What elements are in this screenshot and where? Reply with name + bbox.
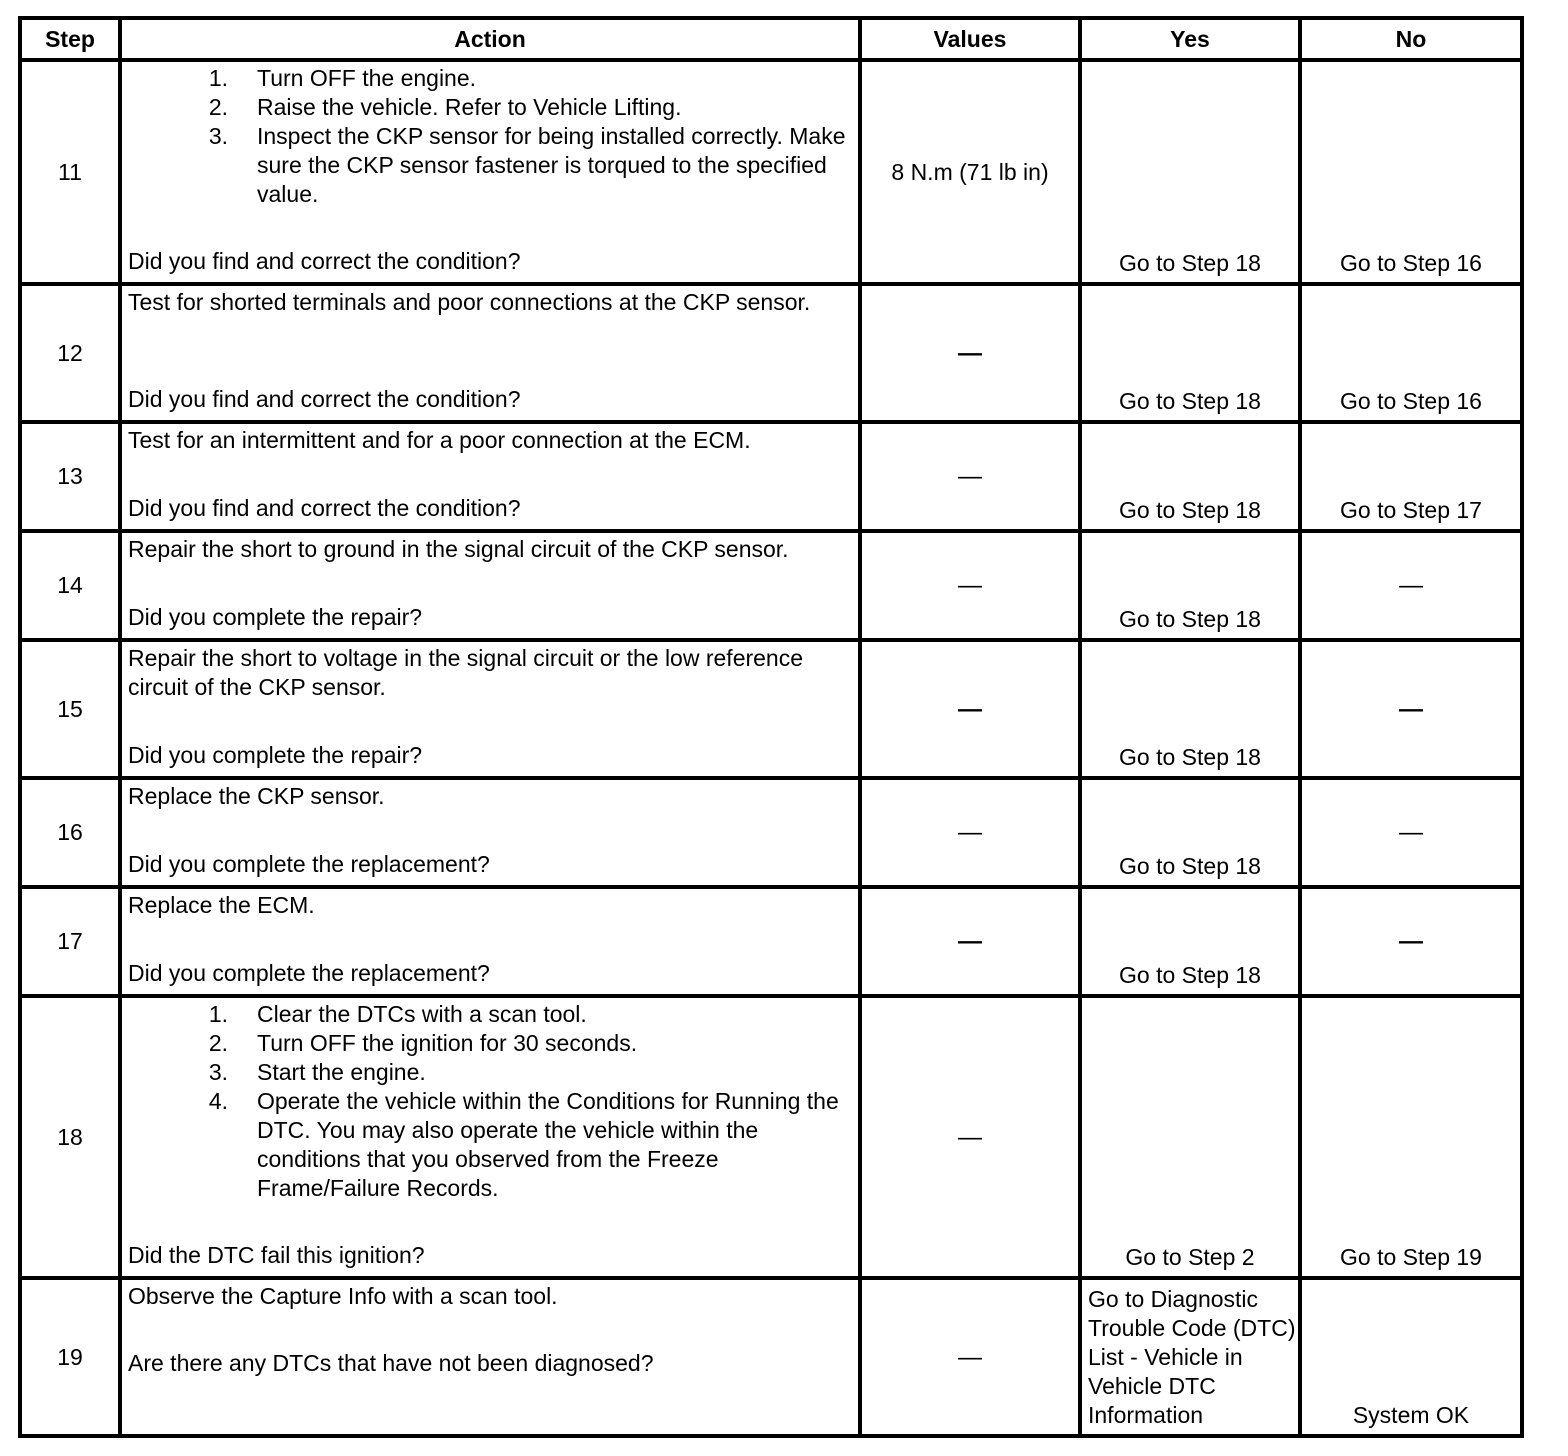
action-steps <box>128 1000 850 1203</box>
table-row <box>20 778 1522 887</box>
value-cell: — <box>860 284 1080 422</box>
value-cell: — <box>860 531 1080 640</box>
step-number: 18 <box>20 996 120 1278</box>
no-cell: Go to Step 16 <box>1300 60 1522 284</box>
table-row <box>20 531 1522 640</box>
table-row <box>20 996 1522 1278</box>
step-number: 13 <box>20 422 120 531</box>
action-steps <box>128 64 850 209</box>
step-number: 11 <box>20 60 120 284</box>
action-text: Test for an intermittent and for a poor connection at the ECM. <box>128 427 751 453</box>
no-cell: System OK <box>1300 1278 1522 1436</box>
header-step: Step <box>20 18 120 60</box>
yes-cell: Go to Step 18 <box>1080 422 1300 531</box>
step-number: 17 <box>20 887 120 996</box>
table-row <box>20 422 1522 531</box>
action-question: Did you find and correct the condition? <box>128 386 521 412</box>
header-action: Action <box>120 18 860 60</box>
step-number: 15 <box>20 640 120 778</box>
step-number: 12 <box>20 284 120 422</box>
no-cell: Go to Step 17 <box>1300 422 1522 531</box>
action-cell <box>120 60 860 284</box>
yes-cell: Go to Step 2 <box>1080 996 1300 1278</box>
no-cell: Go to Step 19 <box>1300 996 1522 1278</box>
list-item: 4. Operate the vehicle within the Conditions for Running the DTC. You may also operate the vehicle within the conditions that you observed from the Freeze Frame/Failure Records. <box>208 1088 839 1201</box>
action-question: Did you find and correct the condition? <box>128 248 521 274</box>
yes-cell: Go to Step 18 <box>1080 531 1300 640</box>
list-item: 3. Start the engine. <box>208 1059 426 1085</box>
action-question: Did the DTC fail this ignition? <box>128 1242 425 1268</box>
action-cell <box>120 887 860 996</box>
yes-cell: Go to Step 18 <box>1080 60 1300 284</box>
list-item: 3. Inspect the CKP sensor for being installed correctly. Make sure the CKP sensor fastener is torqued to the specified value. <box>208 123 846 207</box>
action-cell <box>120 284 860 422</box>
table-row <box>20 60 1522 284</box>
value-cell: — <box>860 422 1080 531</box>
header-row <box>20 18 1522 60</box>
action-question: Did you complete the repair? <box>128 742 423 768</box>
step-number: 14 <box>20 531 120 640</box>
table-row <box>20 1278 1522 1436</box>
action-cell <box>120 531 860 640</box>
action-text: Observe the Capture Info with a scan tool. <box>128 1283 558 1309</box>
value-cell: 8 N.m (71 lb in) <box>860 60 1080 284</box>
action-question: Did you complete the replacement? <box>128 851 490 877</box>
no-cell: Go to Step 16 <box>1300 284 1522 422</box>
yes-cell: Go to Diagnostic Trouble Code (DTC) List - Vehicle in Vehicle DTC Information <box>1080 1278 1300 1436</box>
table-row <box>20 640 1522 778</box>
value-cell: — <box>860 887 1080 996</box>
value-cell: — <box>860 1278 1080 1436</box>
step-number: 16 <box>20 778 120 887</box>
value-cell: — <box>860 778 1080 887</box>
list-item: 2. Raise the vehicle. Refer to Vehicle Lifting. <box>208 94 682 120</box>
value-cell: — <box>860 640 1080 778</box>
header-no: No <box>1300 18 1522 60</box>
action-text: Replace the ECM. <box>128 892 315 918</box>
table-row <box>20 887 1522 996</box>
no-cell: — <box>1300 531 1522 640</box>
yes-cell: Go to Step 18 <box>1080 778 1300 887</box>
header-values: Values <box>860 18 1080 60</box>
list-item: 2. Turn OFF the ignition for 30 seconds. <box>208 1030 638 1056</box>
action-question: Did you complete the replacement? <box>128 960 490 986</box>
no-cell: — <box>1300 778 1522 887</box>
action-question: Did you find and correct the condition? <box>128 495 521 521</box>
action-text: Repair the short to ground in the signal circuit of the CKP sensor. <box>128 536 789 562</box>
list-item: 1. Turn OFF the engine. <box>208 65 477 91</box>
yes-cell: Go to Step 18 <box>1080 284 1300 422</box>
action-text: Repair the short to voltage in the signal circuit or the low reference circuit of the CKP sensor. <box>128 645 804 700</box>
action-text: Test for shorted terminals and poor connections at the CKP sensor. <box>128 289 811 315</box>
yes-cell: Go to Step 18 <box>1080 640 1300 778</box>
action-cell <box>120 1278 860 1436</box>
action-cell <box>120 778 860 887</box>
action-question: Did you complete the repair? <box>128 604 423 630</box>
list-item: 1. Clear the DTCs with a scan tool. <box>208 1001 587 1027</box>
table-row <box>20 284 1522 422</box>
action-cell <box>120 640 860 778</box>
action-cell <box>120 996 860 1278</box>
value-cell: — <box>860 996 1080 1278</box>
action-question: Are there any DTCs that have not been diagnosed? <box>128 1350 654 1376</box>
no-cell: — <box>1300 887 1522 996</box>
yes-cell: Go to Step 18 <box>1080 887 1300 996</box>
no-cell: — <box>1300 640 1522 778</box>
diagnostic-table <box>18 16 1524 1438</box>
action-text: Replace the CKP sensor. <box>128 783 385 809</box>
step-number: 19 <box>20 1278 120 1436</box>
action-cell <box>120 422 860 531</box>
header-yes: Yes <box>1080 18 1300 60</box>
